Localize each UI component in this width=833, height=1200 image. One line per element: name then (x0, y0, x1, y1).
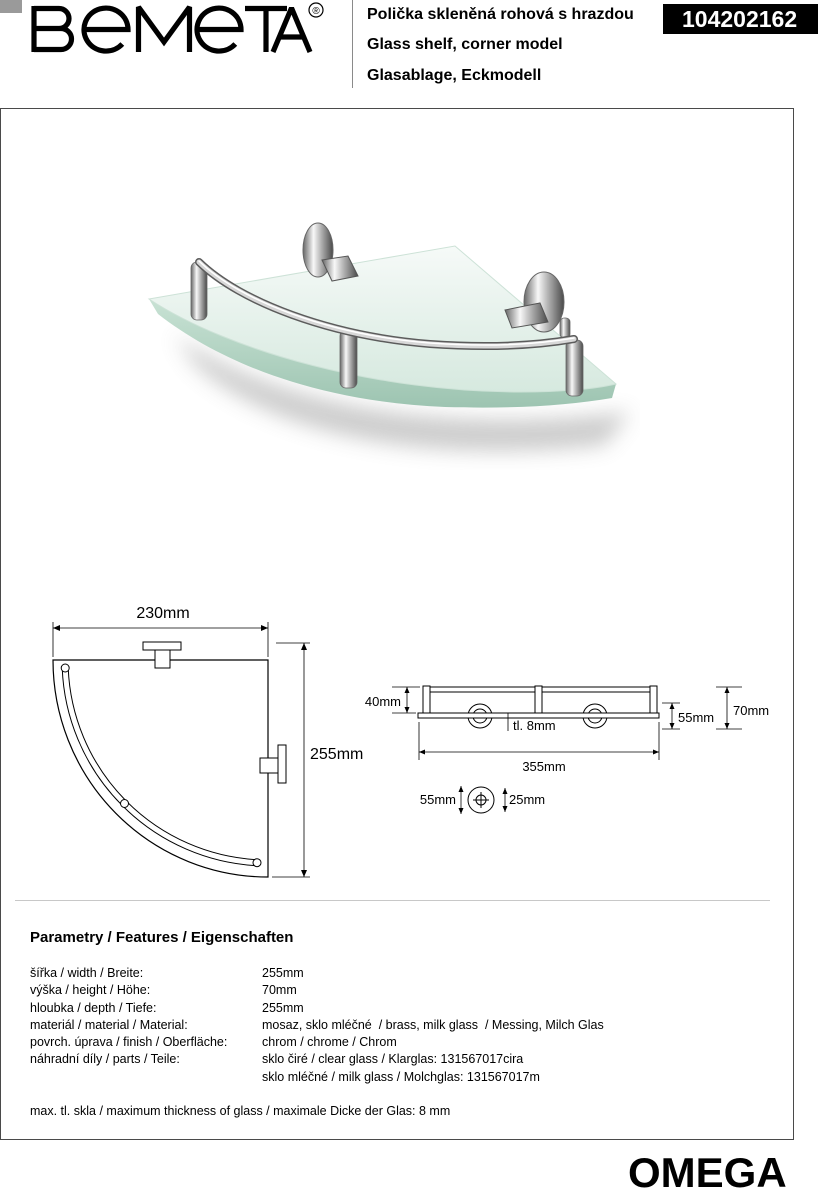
features-heading: Parametry / Features / Eigenschaften (30, 929, 294, 946)
wall-bracket-back (303, 223, 358, 281)
title-german: Glasablage, Eckmodell (367, 67, 542, 84)
title-czech: Polička skleněná rohová s hrazdou (367, 6, 634, 23)
rosette-detail (468, 787, 494, 813)
bracket-right (260, 745, 286, 783)
spec-value: 70mm (262, 983, 297, 998)
bracket-top (143, 642, 181, 668)
drawing-top-view (40, 595, 380, 890)
dim-glass-thickness-label: tl. 8mm (513, 718, 556, 733)
product-photo (120, 210, 640, 470)
dim-length-label: 355mm (522, 759, 566, 774)
spec-label: šířka / width / Breite: (30, 966, 144, 980)
spec-row-finish (30, 1034, 750, 1051)
spec-label: povrch. úprava / finish / Oberfläche: (30, 1035, 228, 1050)
product-code-badge: 104202162 (663, 4, 818, 34)
spec-label: hloubka / depth / Tiefe: (30, 1000, 157, 1015)
spec-label: výška / height / Höhe: (30, 983, 151, 998)
spec-row-height (30, 982, 750, 999)
title-english: Glass shelf, corner model (367, 36, 563, 53)
dim-rosette-diameter-label: 55mm (419, 792, 456, 807)
dim-width-label: 230mm (136, 605, 190, 622)
section-divider (15, 900, 770, 901)
rail-outline (62, 668, 257, 866)
spec-value: sklo čiré / clear glass / Klarglas: 131567017cira (262, 1052, 524, 1067)
glass-thickness-note: max. tl. skla / maximum thickness of glass / maximale Dicke der Glas: 8 mm (30, 1104, 451, 1118)
dim-rail-height-label: 40mm (364, 694, 401, 709)
dim-total-height-label: 70mm (733, 703, 770, 718)
spec-value: 255mm (262, 966, 304, 980)
dim-bracket-height-label: 55mm (678, 710, 715, 725)
header-divider (352, 0, 353, 88)
spec-row-material (30, 1017, 750, 1034)
series-name: OMEGA (628, 1149, 787, 1196)
spec-value: 255mm (262, 1000, 304, 1015)
glass-outline (53, 660, 268, 877)
spec-value: sklo mléčné / milk glass / Molchglas: 131567017m (262, 1069, 540, 1084)
dim-rosette-depth-label: 25mm (509, 792, 546, 807)
spec-row-parts-continued (30, 1069, 750, 1086)
features-table (30, 965, 750, 1086)
spec-row-width (30, 965, 750, 982)
dim-depth-label: 255mm (310, 746, 364, 763)
registered-mark: ® (312, 6, 320, 17)
spec-value: mosaz, sklo mléčné / brass, milk glass / Messing, Milch Glas (262, 1017, 604, 1032)
spec-value: chrom / chrome / Chrom (262, 1035, 397, 1050)
spec-label: náhradní díly / parts / Teile: (30, 1052, 180, 1067)
spec-row-depth (30, 1000, 750, 1017)
side-rail (423, 686, 657, 713)
spec-row-parts (30, 1051, 750, 1068)
spec-label: materiál / material / Material: (30, 1017, 188, 1032)
bemeta-logo (0, 0, 330, 60)
drawing-side-view (355, 675, 780, 825)
